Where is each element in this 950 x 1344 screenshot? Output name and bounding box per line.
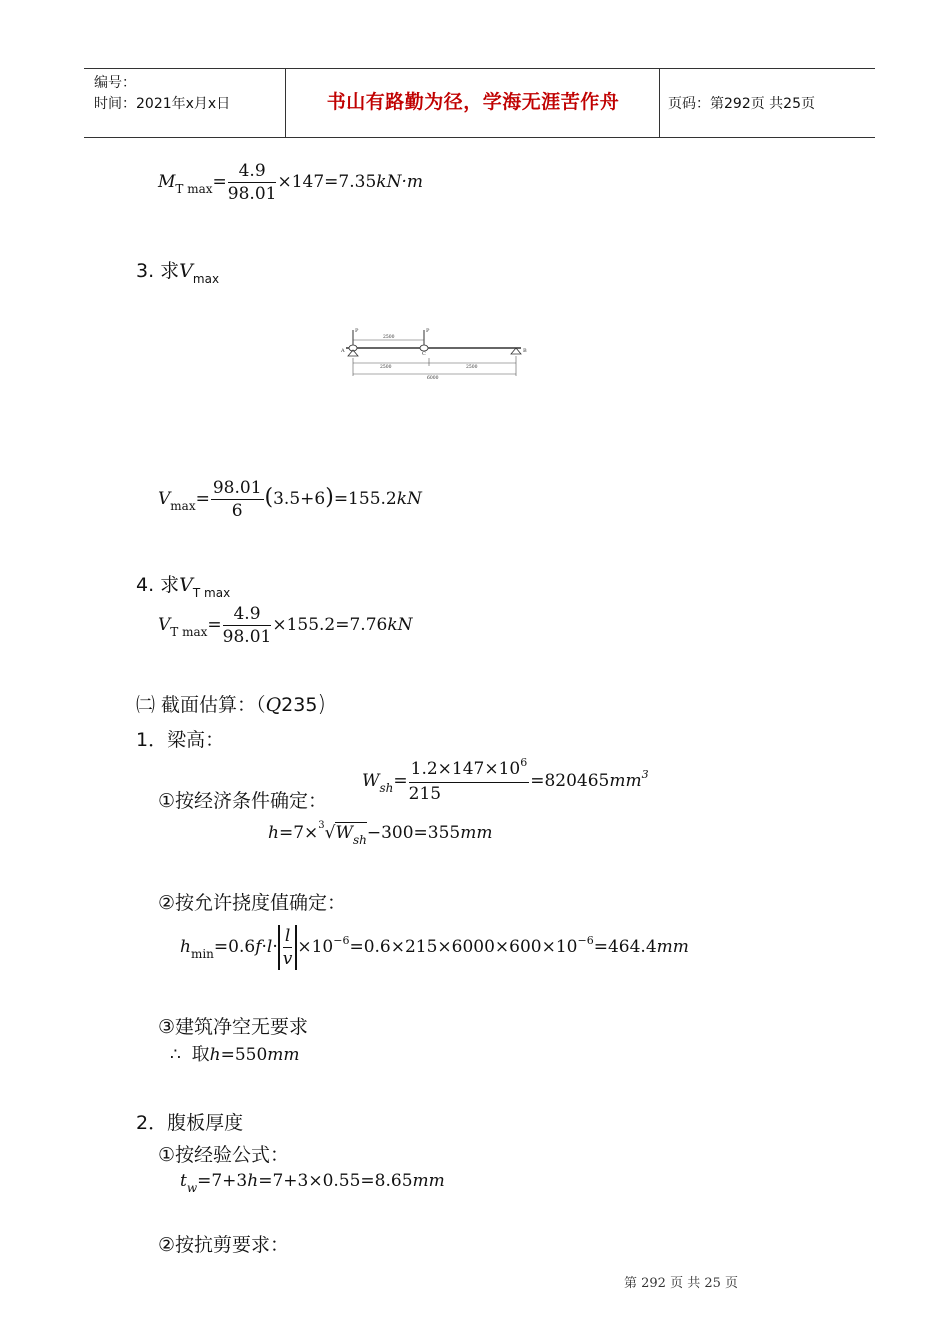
svg-text:2500: 2500	[380, 365, 392, 370]
equation-vtmax: $V_{T max}=$ $\frac{4.9}{98.01}$ ×155.2=7.76kN	[158, 604, 413, 647]
equation-wsh: $W_{sh}=$ $\frac{1.2\times 147\times 10^6}{215}$ $=820465mm^3$	[362, 756, 649, 804]
svg-text:6000: 6000	[427, 376, 439, 380]
equation-hmin: $h_{min}=0.6f\cdot l\cdot$ $\frac{l}{v}$ $\times 10^{-6}=0.6\times 215\times 6000\times 600\times 10^{-6}=464.4mm$	[180, 926, 689, 969]
svg-text:2500: 2500	[383, 335, 395, 340]
equation-tw: $t_w=7+3h=7+3\times 0.55=8.65mm$	[180, 1171, 445, 1195]
condition-deflection: ②按允许挠度值确定：	[158, 892, 347, 914]
section-4-heading: 4. 求$V_{T max}$	[136, 574, 231, 600]
svg-text:A: A	[341, 348, 345, 354]
time-label: 时间：2021年x月x日	[94, 96, 231, 112]
svg-text:C: C	[422, 351, 426, 357]
condition-clearance: ③建筑净空无要求	[158, 1016, 309, 1038]
condition-empirical: ①按经验公式：	[158, 1144, 290, 1166]
number-label: 编号：	[94, 75, 136, 91]
header-motto: 书山有路勤为径，学海无涯苦作舟	[326, 91, 620, 113]
svg-text:2500: 2500	[466, 365, 478, 370]
header-meta	[94, 73, 230, 115]
condition-economic: ①按经济条件确定：	[158, 790, 328, 812]
equation-h-economic: $h=7\times^3√W_{sh}-300=355mm$	[268, 820, 493, 847]
svg-text:P: P	[426, 328, 430, 334]
equation-vmax: $V_{max}=$ $\frac{98.01}{6}$ (3.5+6)=155.2kN	[158, 478, 422, 521]
page-header	[84, 68, 875, 138]
equation-mtmax: $M_{T max}=$ $\frac{4.9}{98.01}$ ×147=7.35kN·m	[158, 161, 423, 204]
header-page-info: 页码：第292页 共25页	[668, 96, 815, 112]
page-footer: 第 292 页 共 25 页	[624, 1276, 739, 1291]
condition-shear: ②按抗剪要求：	[158, 1234, 290, 1256]
section-3-heading: 3. 求$V_{max}$	[136, 260, 220, 286]
beam-diagram	[336, 322, 528, 380]
subsection-web-thickness: 2．腹板厚度	[136, 1112, 244, 1134]
therefore-line: ∴ 取h=550mm	[170, 1044, 300, 1065]
subsection-beam-height: 1．梁高：	[136, 729, 225, 751]
svg-text:P: P	[355, 328, 359, 334]
part-2-heading: ㈡ 截面估算：（Q235)	[136, 692, 326, 717]
svg-text:B: B	[523, 348, 527, 354]
